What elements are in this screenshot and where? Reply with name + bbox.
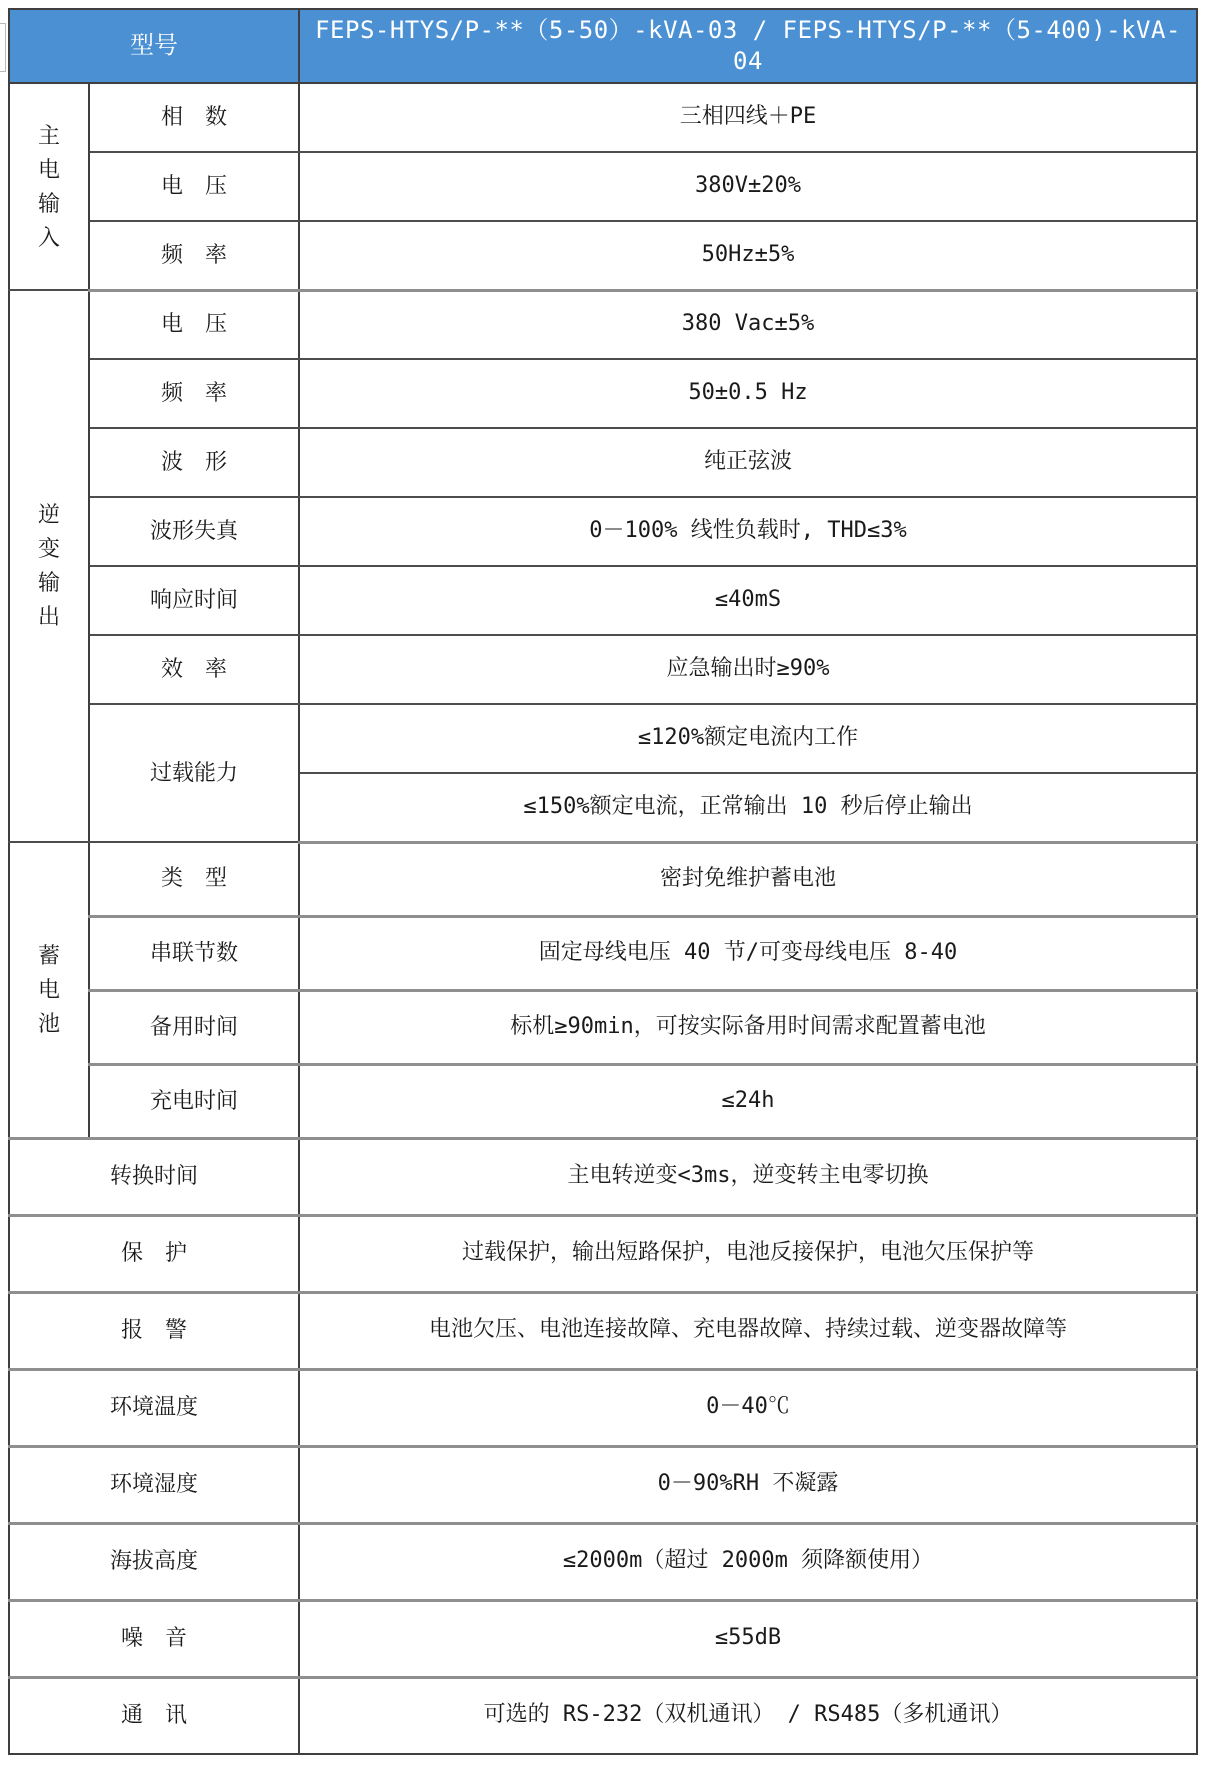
spec-label: 海拔高度 [9, 1523, 299, 1600]
spec-label: 相 数 [89, 83, 299, 152]
spec-value: 三相四线＋PE [299, 83, 1197, 152]
spec-value: 过载保护，输出短路保护，电池反接保护，电池欠压保护等 [299, 1215, 1197, 1292]
spec-value: 可选的 RS-232（双机通讯） / RS485（多机通讯） [299, 1677, 1197, 1754]
spec-row-overload-1 [9, 704, 1197, 773]
spec-label: 频 率 [89, 221, 299, 290]
spec-row-efficiency [9, 635, 1197, 704]
group-cell-main-input [9, 83, 89, 290]
spec-label: 噪 音 [9, 1600, 299, 1677]
spec-label-overload: 过载能力 [89, 704, 299, 842]
group-label-battery: 蓄电池 [37, 942, 60, 1036]
spec-value: 0－90%RH 不凝露 [299, 1446, 1197, 1523]
spec-row-battery-type [9, 842, 1197, 916]
spec-label: 效 率 [89, 635, 299, 704]
spec-value: 纯正弦波 [299, 428, 1197, 497]
model-header-value: FEPS-HTYS/P-**（5-50）-kVA-03 / FEPS-HTYS/P-**（5-400)-kVA-04 [299, 9, 1197, 83]
spec-value: ≤55dB [299, 1600, 1197, 1677]
spec-label: 类 型 [89, 842, 299, 916]
spec-value: ≤120%额定电流内工作 [299, 704, 1197, 773]
spec-label: 充电时间 [89, 1064, 299, 1138]
spec-value: ≤150%额定电流，正常输出 10 秒后停止输出 [299, 773, 1197, 842]
spec-label: 通 讯 [9, 1677, 299, 1754]
spec-value: 50±0.5 Hz [299, 359, 1197, 428]
spec-row-waveform [9, 428, 1197, 497]
spec-value: ≤40mS [299, 566, 1197, 635]
spec-label: 电 压 [89, 290, 299, 359]
spec-label: 报 警 [9, 1292, 299, 1369]
spec-value: ≤2000m（超过 2000m 须降额使用） [299, 1523, 1197, 1600]
spec-row-charge-time [9, 1064, 1197, 1138]
group-cell-inverter-output [9, 290, 89, 842]
page-edge-artifact [0, 23, 6, 72]
spec-row-input-frequency [9, 221, 1197, 290]
spec-row-output-frequency [9, 359, 1197, 428]
spec-value: 固定母线电压 40 节/可变母线电压 8-40 [299, 916, 1197, 990]
spec-value: 380V±20% [299, 152, 1197, 221]
spec-table [8, 8, 1198, 1755]
spec-label: 响应时间 [89, 566, 299, 635]
spec-value: 应急输出时≥90% [299, 635, 1197, 704]
spec-label: 转换时间 [9, 1138, 299, 1215]
spec-row-distortion [9, 497, 1197, 566]
spec-label: 电 压 [89, 152, 299, 221]
spec-value: 0－100% 线性负载时, THD≤3% [299, 497, 1197, 566]
group-cell-battery [9, 842, 89, 1138]
spec-row-ambient-temp [9, 1369, 1197, 1446]
spec-label: 环境温度 [9, 1369, 299, 1446]
spec-row-noise [9, 1600, 1197, 1677]
spec-label: 保 护 [9, 1215, 299, 1292]
spec-row-series-count [9, 916, 1197, 990]
table-header-row [9, 9, 1197, 83]
spec-value: 0－40℃ [299, 1369, 1197, 1446]
spec-row-output-voltage [9, 290, 1197, 359]
spec-label: 频 率 [89, 359, 299, 428]
spec-row-response-time [9, 566, 1197, 635]
spec-value: 标机≥90min，可按实际备用时间需求配置蓄电池 [299, 990, 1197, 1064]
spec-row-communication [9, 1677, 1197, 1754]
spec-row-ambient-humidity [9, 1446, 1197, 1523]
spec-value: 电池欠压、电池连接故障、充电器故障、持续过载、逆变器故障等 [299, 1292, 1197, 1369]
spec-value: 密封免维护蓄电池 [299, 842, 1197, 916]
spec-row-altitude [9, 1523, 1197, 1600]
model-header-label: 型号 [9, 9, 299, 83]
spec-row-alarm [9, 1292, 1197, 1369]
spec-label: 备用时间 [89, 990, 299, 1064]
spec-value: 380 Vac±5% [299, 290, 1197, 359]
spec-value: 50Hz±5% [299, 221, 1197, 290]
spec-label: 串联节数 [89, 916, 299, 990]
spec-row-phase [9, 83, 1197, 152]
spec-value: 主电转逆变<3ms，逆变转主电零切换 [299, 1138, 1197, 1215]
spec-row-protection [9, 1215, 1197, 1292]
spec-label: 波 形 [89, 428, 299, 497]
spec-row-transfer-time [9, 1138, 1197, 1215]
group-label-inverter-output: 逆变输出 [37, 502, 60, 629]
spec-label: 波形失真 [89, 497, 299, 566]
group-label-main-input: 主电输入 [37, 122, 60, 250]
spec-value: ≤24h [299, 1064, 1197, 1138]
spec-row-input-voltage [9, 152, 1197, 221]
spec-row-backup-time [9, 990, 1197, 1064]
spec-label: 环境湿度 [9, 1446, 299, 1523]
